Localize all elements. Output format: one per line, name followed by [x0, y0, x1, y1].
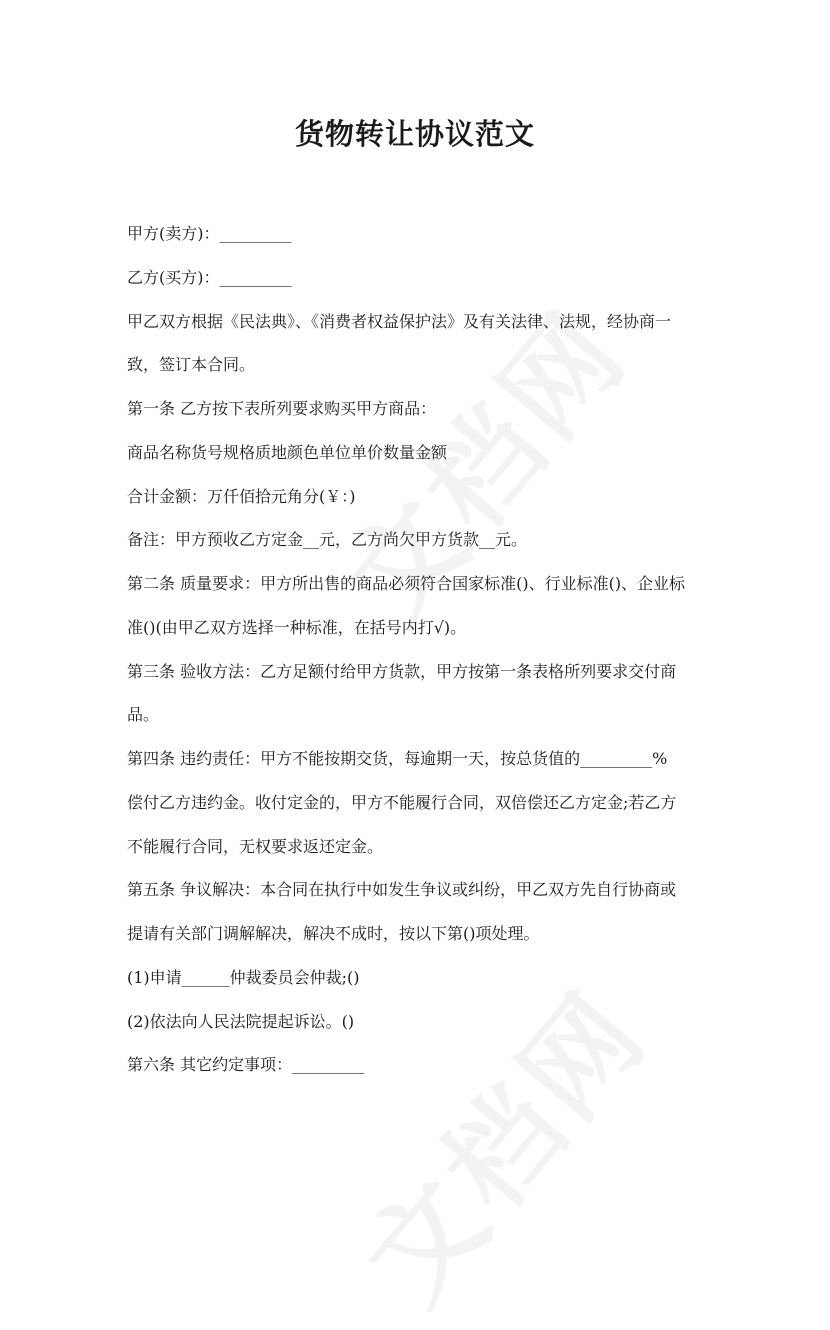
- article-3-line-2: 品。: [127, 705, 160, 724]
- preamble-line-2: 致，签订本合同。: [127, 355, 256, 374]
- preamble-line-1: 甲乙双方根据《民法典》、《消费者权益保护法》及有关法律、法规，经协商一: [127, 312, 672, 331]
- article-5-line-1: 第五条 争议解决：本合同在执行中如发生争议或纠纷，甲乙双方先自行协商或: [127, 880, 677, 899]
- watermark: [323, 951, 678, 1330]
- total-amount: 合计金额：万仟佰拾元角分(￥：): [127, 487, 356, 506]
- article-3-line-1: 第三条 验收方法：乙方足额付给甲方货款，甲方按第一条表格所列要求交付商: [127, 662, 677, 681]
- article-2-line-2: 准()(由甲乙双方选择一种标准，在括号内打√)。: [127, 618, 467, 637]
- article-5-option-2: (2)依法向人民法院提起诉讼。(): [127, 1012, 355, 1031]
- article-1-heading: 第一条 乙方按下表所列要求购买甲方商品：: [127, 399, 437, 418]
- article-4-line-3: 不能履行合同，无权要求返还定金。: [127, 837, 384, 856]
- party-b-buyer: 乙方(买方)：_________: [127, 268, 292, 287]
- document-title: 货物转让协议范文: [294, 117, 535, 151]
- article-5-option-1: (1)申请______仲裁委员会仲裁;(): [127, 968, 360, 987]
- article-4-line-2: 偿付乙方违约金。收付定金的，甲方不能履行合同，双倍偿还乙方定金;若乙方: [127, 793, 677, 812]
- article-4-line-1: 第四条 违约责任：甲方不能按期交货，每逾期一天，按总货值的_________%: [127, 749, 668, 768]
- goods-table-header: 商品名称货号规格质地颜色单位单价数量金额: [127, 443, 448, 462]
- article-6-heading: 第六条 其它约定事项：_________: [127, 1055, 365, 1074]
- article-5-line-2: 提请有关部门调解解决，解决不成时，按以下第()项处理。: [127, 924, 540, 943]
- party-a-seller: 甲方(卖方)：_________: [127, 224, 292, 243]
- remarks: 备注：甲方预收乙方定金__元，乙方尚欠甲方货款__元。: [127, 530, 528, 549]
- article-2-line-1: 第二条 质量要求：甲方所出售的商品必须符合国家标准()、行业标准()、企业标: [127, 574, 686, 593]
